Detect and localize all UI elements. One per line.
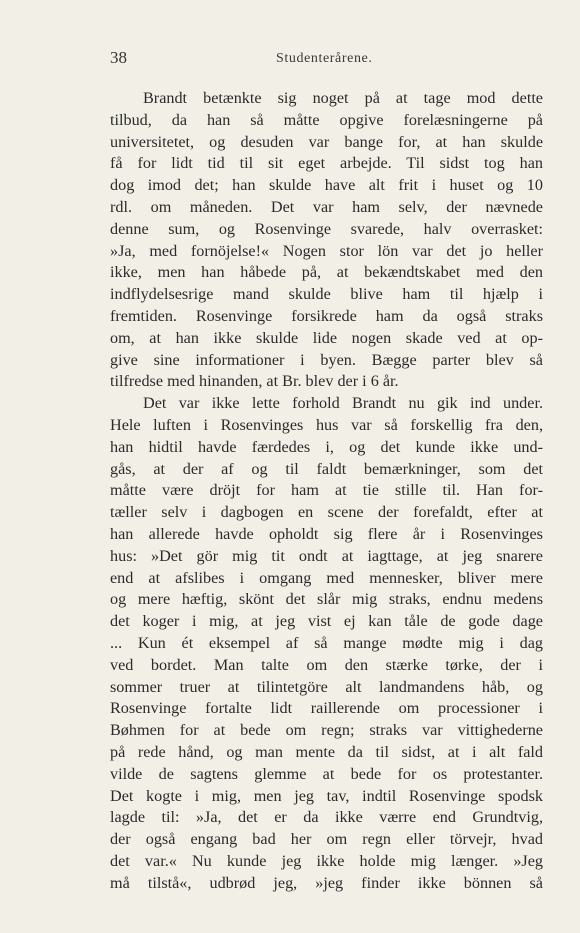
text-line: Det kogte i mig, men jeg tav, indtil Rosenvinge spodsk	[110, 786, 543, 805]
text-line: denne sum, og Rosenvinge svarede, halv overrasket:	[110, 219, 543, 238]
text-line: der også engang bad her om regn eller törvejr, hvad	[110, 830, 543, 849]
text-line: det koger i mig, at jeg vist ej kan tåle de gode dage	[110, 612, 543, 631]
text-line: rdl. om måneden. Det var ham selv, der nævnede	[110, 197, 543, 216]
text-line: tæller selv i dagbogen en scene der forefaldt, efter at	[110, 503, 543, 522]
text-line: må tilstå«, udbrød jeg, »jeg finder ikke bönnen så	[110, 873, 543, 892]
text-line: gås, at der af og til faldt bemærkninger, som det	[110, 459, 543, 478]
text-line: få for lidt tid til sit eget arbejde. Til sidst tog han	[110, 154, 543, 173]
text-line: universitetet, og desuden var bange for, at han skulde	[110, 132, 543, 151]
text-line: ... Kun ét eksempel af så mange mødte mig i dag	[110, 633, 543, 652]
text-line: sommer truer at tilintetgöre alt landmandens håb, og	[110, 677, 543, 696]
page-number: 38	[110, 48, 127, 67]
text-line: ikke, men han håbede på, at bekændtskabet med den	[110, 263, 543, 282]
text-line: på rede hånd, og man mente da til sidst, at i alt fald	[110, 742, 543, 761]
text-line: ved bordet. Man talte om den stærke tørke, der i	[110, 655, 543, 674]
text-line: end at afslibes i omgang med mennesker, bliver mere	[110, 568, 543, 587]
text-line: Hele luften i Rosenvinges hus var så forskellig fra den,	[110, 415, 543, 434]
running-head: Studenterårene.	[276, 51, 373, 66]
text-line: lagde til: »Ja, det er da ikke værre end Grundtvig,	[110, 808, 543, 827]
text-line: hus: »Det gör mig tit ondt at iagttage, at jeg snarere	[110, 546, 543, 565]
text-line: det var.« Nu kunde jeg ikke holde mig længer. »Jeg	[110, 851, 543, 870]
paragraph-1	[110, 88, 543, 393]
text-line: dog imod det; han skulde have alt frit i huset og 10	[110, 176, 543, 195]
text-line: han allerede havde opholdt sig flere år i Rosenvinges	[110, 524, 543, 543]
body-text	[110, 88, 543, 894]
text-line: vilde de sagtens glemme at bede for os protestanter.	[110, 764, 543, 783]
text-line: Brandt betænkte sig noget på at tage mod dette	[143, 89, 543, 107]
text-line: om, at han ikke skulde lide nogen skade ved at op-	[110, 328, 543, 347]
text-line: tilfredse med hinanden, at Br. blev der i 6 år.	[110, 372, 399, 391]
text-line: tilbud, da han så måtte opgive forelæsningerne på	[110, 110, 543, 129]
text-line: Bøhmen for at bede om regn; straks var vittighederne	[110, 721, 543, 740]
text-line: fremtiden. Rosenvinge forsikrede ham da også straks	[110, 306, 543, 325]
text-line: give sine informationer i byen. Bægge parter blev så	[110, 350, 543, 369]
text-line: måtte være dröjt for ham at tie stille til. Han for-	[110, 481, 543, 500]
text-line: og mere hæftig, skönt det slår mig straks, endnu medens	[110, 590, 543, 609]
text-line: Det var ikke lette forhold Brandt nu gik ind under.	[143, 394, 543, 413]
text-line: »Ja, med fornöjelse!« Nogen stor lön var det jo heller	[110, 241, 543, 260]
text-line: indflydelsesrige mand skulde blive ham til hjælp i	[110, 285, 543, 304]
paragraph-2	[110, 393, 543, 894]
text-line: Rosenvinge fortalte lidt raillerende om processioner i	[110, 699, 543, 718]
text-line: han hidtil havde færdedes i, og det kunde ikke und-	[110, 437, 543, 456]
page-header	[110, 48, 550, 72]
